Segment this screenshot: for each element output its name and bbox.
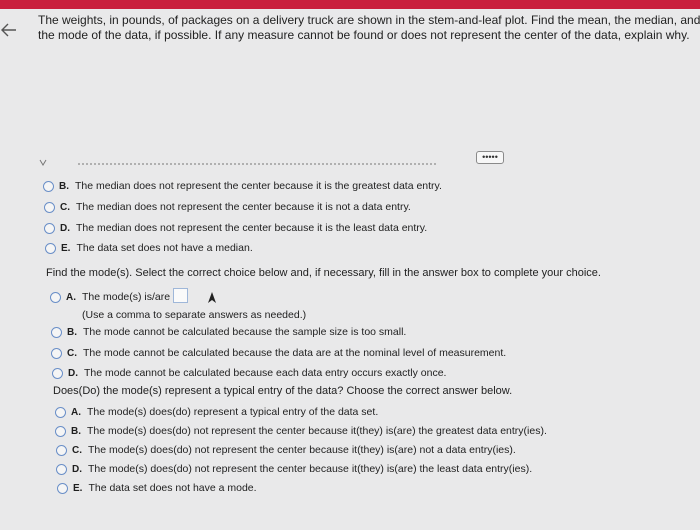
radio-icon[interactable] (51, 348, 62, 359)
typical-option-d[interactable]: D. The mode(s) does(do) not represent the center because it(they) is(are) the least data entry(ies). (56, 461, 532, 477)
mode-option-b[interactable]: B. The mode cannot be calculated because the sample size is too small. (51, 324, 406, 340)
radio-icon[interactable] (55, 407, 66, 418)
radio-icon[interactable] (50, 292, 61, 303)
radio-icon[interactable] (43, 181, 54, 192)
radio-icon[interactable] (44, 202, 55, 213)
mode-hint: (Use a comma to separate answers as needed.) (82, 309, 307, 321)
radio-icon[interactable] (56, 445, 67, 456)
section-divider (38, 156, 442, 168)
radio-icon[interactable] (56, 464, 67, 475)
back-arrow-icon[interactable] (0, 20, 20, 40)
typical-option-a[interactable]: A. The mode(s) does(do) represent a typical entry of the data set. (55, 404, 378, 420)
question-text: The weights, in pounds, of packages on a delivery truck are shown in the stem-and-leaf plot. Find the mean, the median, and the mode of the data, if possible. If any measure cannot be found or does not represent the center of the data, explain why. (38, 13, 700, 42)
radio-icon[interactable] (45, 243, 56, 254)
mode-answer-input[interactable] (173, 288, 188, 303)
mode-prompt: Find the mode(s). Select the correct choice below and, if necessary, fill in the answer box to complete your choice. (46, 267, 601, 279)
mode-option-a[interactable]: A. The mode(s) is/are (50, 288, 188, 304)
median-option-d[interactable]: D. The median does not represent the center because it is the least data entry. (44, 220, 427, 236)
radio-icon[interactable] (51, 327, 62, 338)
radio-icon[interactable] (52, 368, 63, 379)
typical-option-c[interactable]: C. The mode(s) does(do) not represent the center because it(they) is(are) not a data entry(ies). (56, 442, 516, 458)
median-option-c[interactable]: C. The median does not represent the center because it is not a data entry. (44, 199, 411, 215)
radio-icon[interactable] (44, 223, 55, 234)
typical-option-e[interactable]: E. The data set does not have a mode. (57, 480, 257, 496)
top-accent-bar (0, 0, 700, 9)
median-option-e[interactable]: E. The data set does not have a median. (45, 240, 253, 256)
mouse-cursor-icon (207, 292, 217, 304)
mode-option-c[interactable]: C. The mode cannot be calculated because the data are at the nominal level of measurement. (51, 345, 506, 361)
radio-icon[interactable] (57, 483, 68, 494)
typical-prompt: Does(Do) the mode(s) represent a typical entry of the data? Choose the correct answer below. (53, 385, 513, 397)
mode-option-d[interactable]: D. The mode cannot be calculated because each data entry occurs exactly once. (52, 365, 446, 381)
more-button[interactable]: ••••• (476, 151, 504, 164)
radio-icon[interactable] (55, 426, 66, 437)
typical-option-b[interactable]: B. The mode(s) does(do) not represent the center because it(they) is(are) the greatest data entry(ies). (55, 423, 547, 439)
median-option-b[interactable]: B. The median does not represent the center because it is the greatest data entry. (43, 178, 442, 194)
